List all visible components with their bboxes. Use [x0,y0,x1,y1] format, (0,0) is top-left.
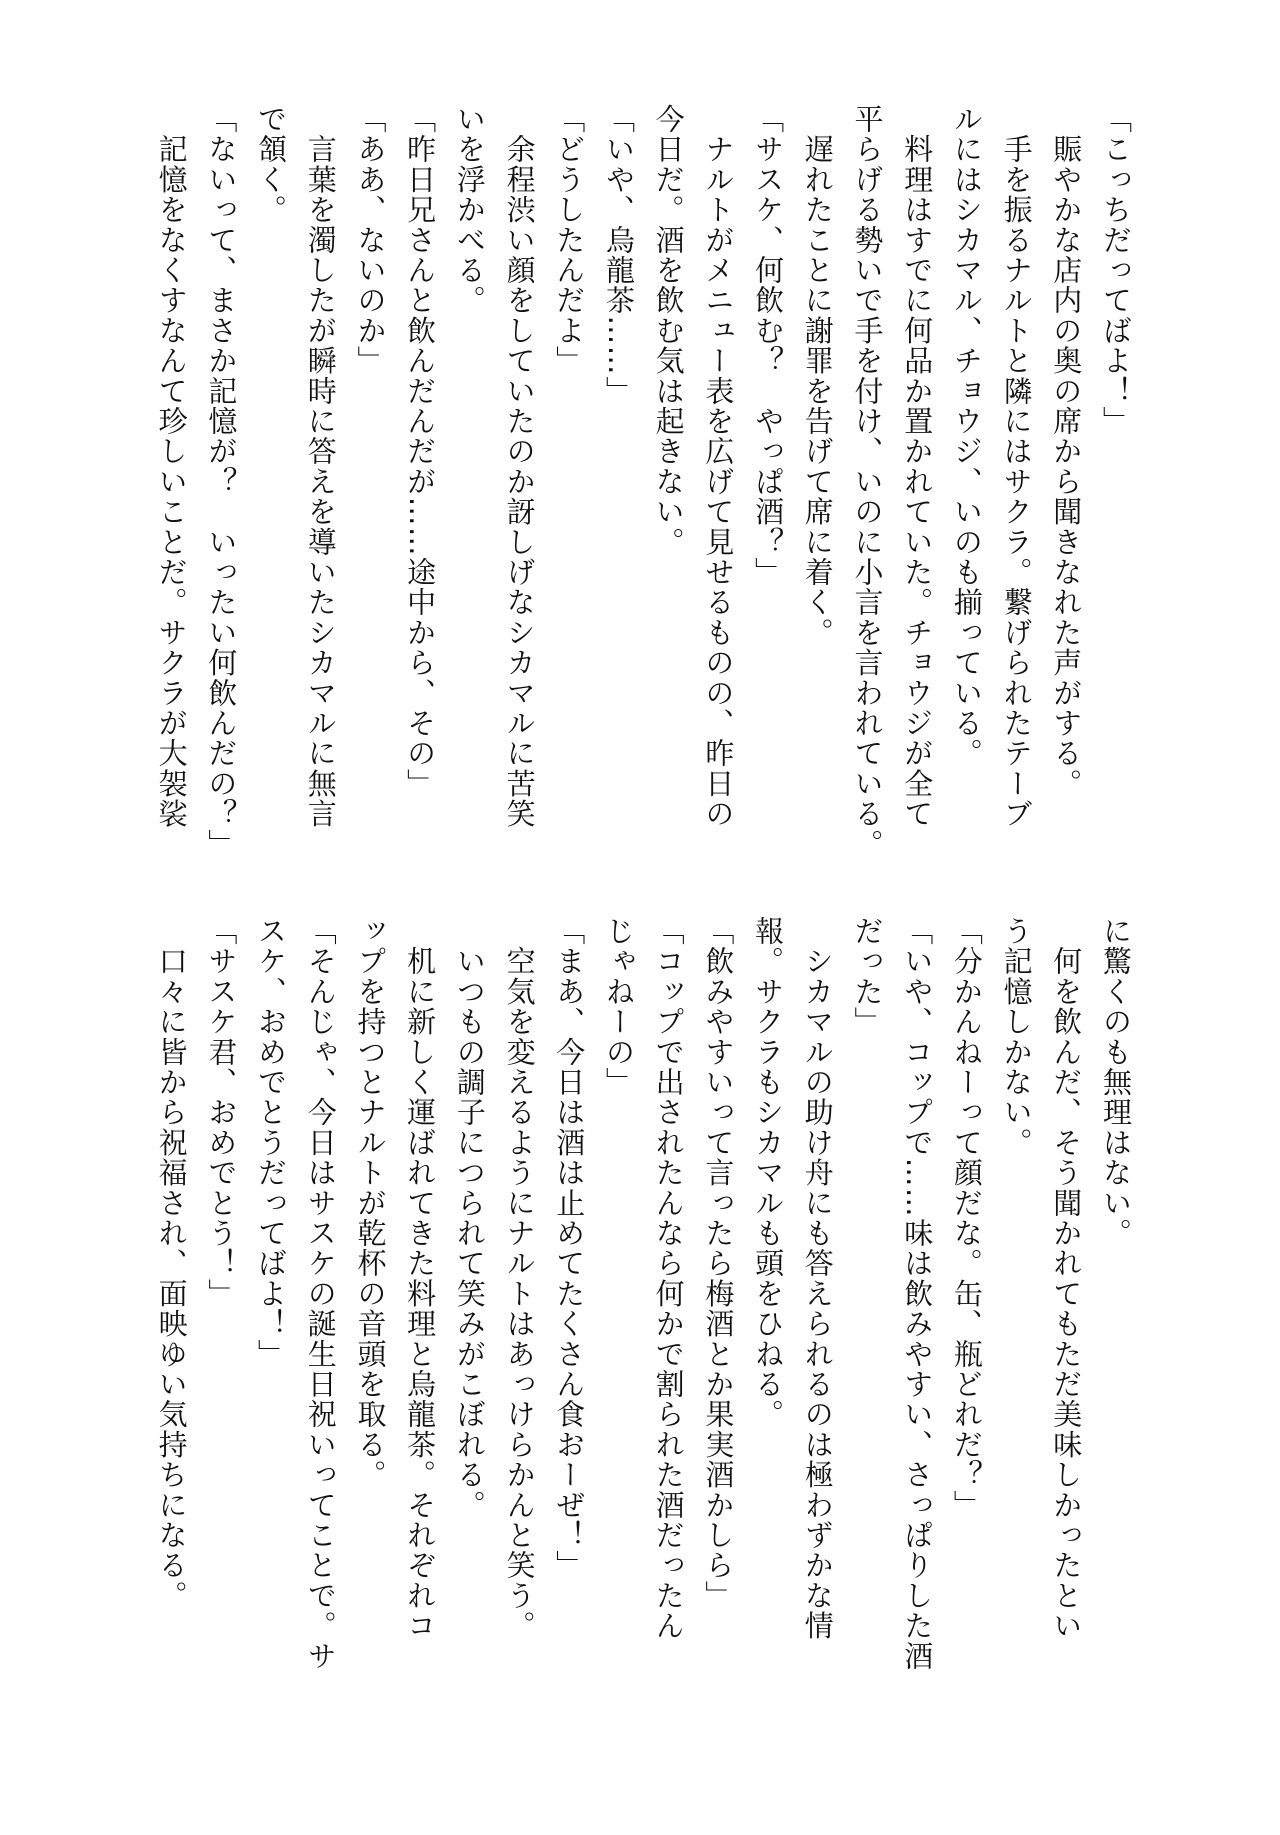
text-line: 料理はすでに何品か置かれていた。チョウジが全て [900,104,935,829]
text-line: いを浮かべる。 [452,104,487,316]
text-line: で頷く。 [254,104,289,225]
text-line: 「飲みやすいって言ったら梅酒とか果実酒かしら」 [701,916,736,1611]
text-line: 空気を変えるようにナルトはあっけらかんと笑う。 [502,916,537,1641]
text-line: 「ああ、ないのか」 [353,104,388,376]
text-line: ナルトがメニュー表を広げて見せるものの、昨日の [701,104,736,829]
text-line: 平らげる勢いで手を付け、いのに小言を言われている。 [850,104,885,859]
upper-text-block [140,104,1140,864]
text-line: 「いや、烏龍茶……」 [601,104,636,406]
text-line: 口々に皆から祝福され、面映ゆい気持ちになる。 [154,916,189,1611]
text-line: う記憶しかない。 [999,916,1034,1158]
text-line: に驚くのも無理はない。 [1099,916,1133,1249]
text-line: だった」 [850,916,885,1037]
text-line: 「こっちだってばよ！」 [1099,104,1133,437]
text-line: 「ないって、まさか記憶が？ いったい何飲んだの？」 [204,104,239,859]
text-line: 手を振るナルトと隣にはサクラ。繋げられたテーブ [999,104,1034,829]
text-line: 「どうしたんだよ」 [552,104,587,376]
text-line: じゃねーの」 [601,916,636,1098]
text-line: いつもの調子につられて笑みがこぼれる。 [452,916,487,1520]
text-line: 「そんじゃ、今日はサスケの誕生日祝いってことで。サ [303,916,338,1671]
text-line: シカマルの助け舟にも答えられるのは極わずかな情 [800,916,835,1641]
text-line: 記憶をなくすなんて珍しいことだ。サクラが大袈裟 [154,104,189,829]
text-line: 言葉を濁したが瞬時に答えを導いたシカマルに無言 [303,104,338,829]
lower-text-block [140,916,1140,1676]
text-line: 報。サクラもシカマルも頭をひねる。 [751,916,786,1430]
text-line: 「サスケ、何飲む？ やっぱ酒？」 [751,104,786,588]
text-line: 今日だ。酒を飲む気は起きない。 [651,104,686,557]
text-line: 賑やかな店内の奥の席から聞きなれた声がする。 [1049,104,1084,799]
text-line: 「まあ、今日は酒は止めてたくさん食おーぜ！」 [552,916,587,1581]
text-line: 「分かんねーって顔だな。缶、瓶どれだ？」 [949,916,984,1520]
text-line: 遅れたことに謝罪を告げて席に着く。 [800,104,835,648]
text-line: 「いや、コップで……味は飲みやすい、さっぱりした酒 [900,916,935,1671]
text-line: 机に新しく運ばれてきた料理と烏龍茶。それぞれコ [403,916,438,1641]
text-line: ルにはシカマル、チョウジ、いのも揃っている。 [949,104,984,769]
text-line: 何を飲んだ、そう聞かれてもただ美味しかったとい [1049,916,1084,1641]
text-line: 「サスケ君、おめでとう！」 [204,916,239,1309]
text-line: スケ、おめでとうだってばよ！」 [254,916,289,1369]
text-line: 「昨日兄さんと飲んだんだが……途中から、その」 [403,104,438,799]
text-line: 「コップで出されたんなら何かで割られた酒だったん [651,916,686,1641]
text-line: 余程渋い顔をしていたのか訝しげなシカマルに苦笑 [502,104,537,829]
text-line: ップを持つとナルトが乾杯の音頭を取る。 [353,916,388,1490]
